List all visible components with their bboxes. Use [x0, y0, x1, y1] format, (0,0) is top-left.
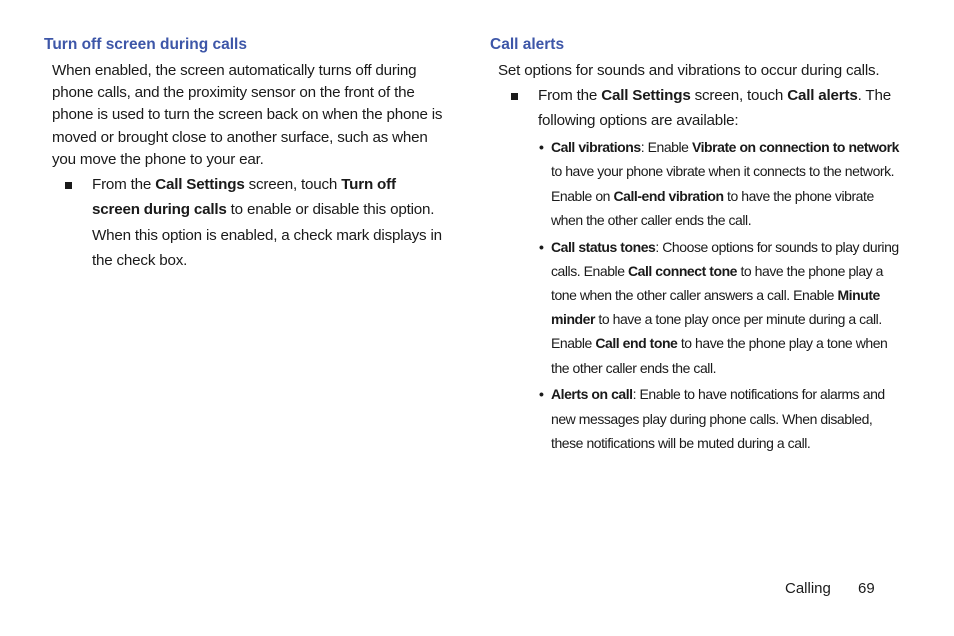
- square-bullet-icon: [511, 93, 518, 100]
- options-list: [539, 135, 900, 455]
- footer-section-label: Calling: [785, 580, 831, 597]
- menu-term: Call Settings: [601, 87, 691, 105]
- list-item: • Alerts on call: Enable to have notifications for alarms and new messages play during phone calls. When disabled, these notifications will be muted during a call.: [551, 382, 900, 455]
- square-bullet-icon: [65, 182, 72, 189]
- section-heading-turn-off-screen: Turn off screen during calls: [44, 36, 247, 53]
- list-item: • Call vibrations: Enable Vibrate on connection to network to have your phone vibrate when it connects to the network. Enable on Call-end vibration to have the phone vibrate when the other caller ends the call.: [551, 135, 900, 232]
- page-number: 69: [858, 580, 875, 597]
- intro-paragraph: Set options for sounds and vibrations to occur during calls.: [498, 62, 880, 79]
- right-column: [490, 34, 900, 458]
- option-term: Turn off screen during calls: [92, 176, 396, 218]
- menu-term: Call Settings: [155, 176, 245, 194]
- step-item: From the Call Settings screen, touch Turn off screen during calls to enable or disable this option.: [92, 173, 444, 222]
- step-item: From the Call Settings screen, touch Call alerts. The following options are available:: [538, 84, 900, 133]
- section-heading-call-alerts: Call alerts: [490, 36, 565, 53]
- left-column: [44, 34, 444, 273]
- bullet-dot-icon: •: [539, 238, 544, 255]
- bullet-dot-icon: •: [539, 139, 544, 156]
- note-paragraph: When this option is enabled, a check mark displays in the check box.: [92, 227, 442, 269]
- list-item: • Call status tones: Choose options for sounds to play during calls. Enable Call connect tone to have the phone play a tone when the other caller answers a call. Enable Minute minder to have a tone play once per minute during a call. Enable Call end tone to have the phone play a tone when the other caller ends the call.: [551, 235, 900, 380]
- intro-paragraph: When enabled, the screen automatically turns off during phone calls, and the proximity sensor on the front of the phone is used to turn the screen back on when the phone is moved or brought close to another surface, such as when you move the phone to your ear.: [52, 62, 443, 168]
- option-term: Call alerts: [787, 87, 858, 105]
- bullet-dot-icon: •: [539, 386, 544, 403]
